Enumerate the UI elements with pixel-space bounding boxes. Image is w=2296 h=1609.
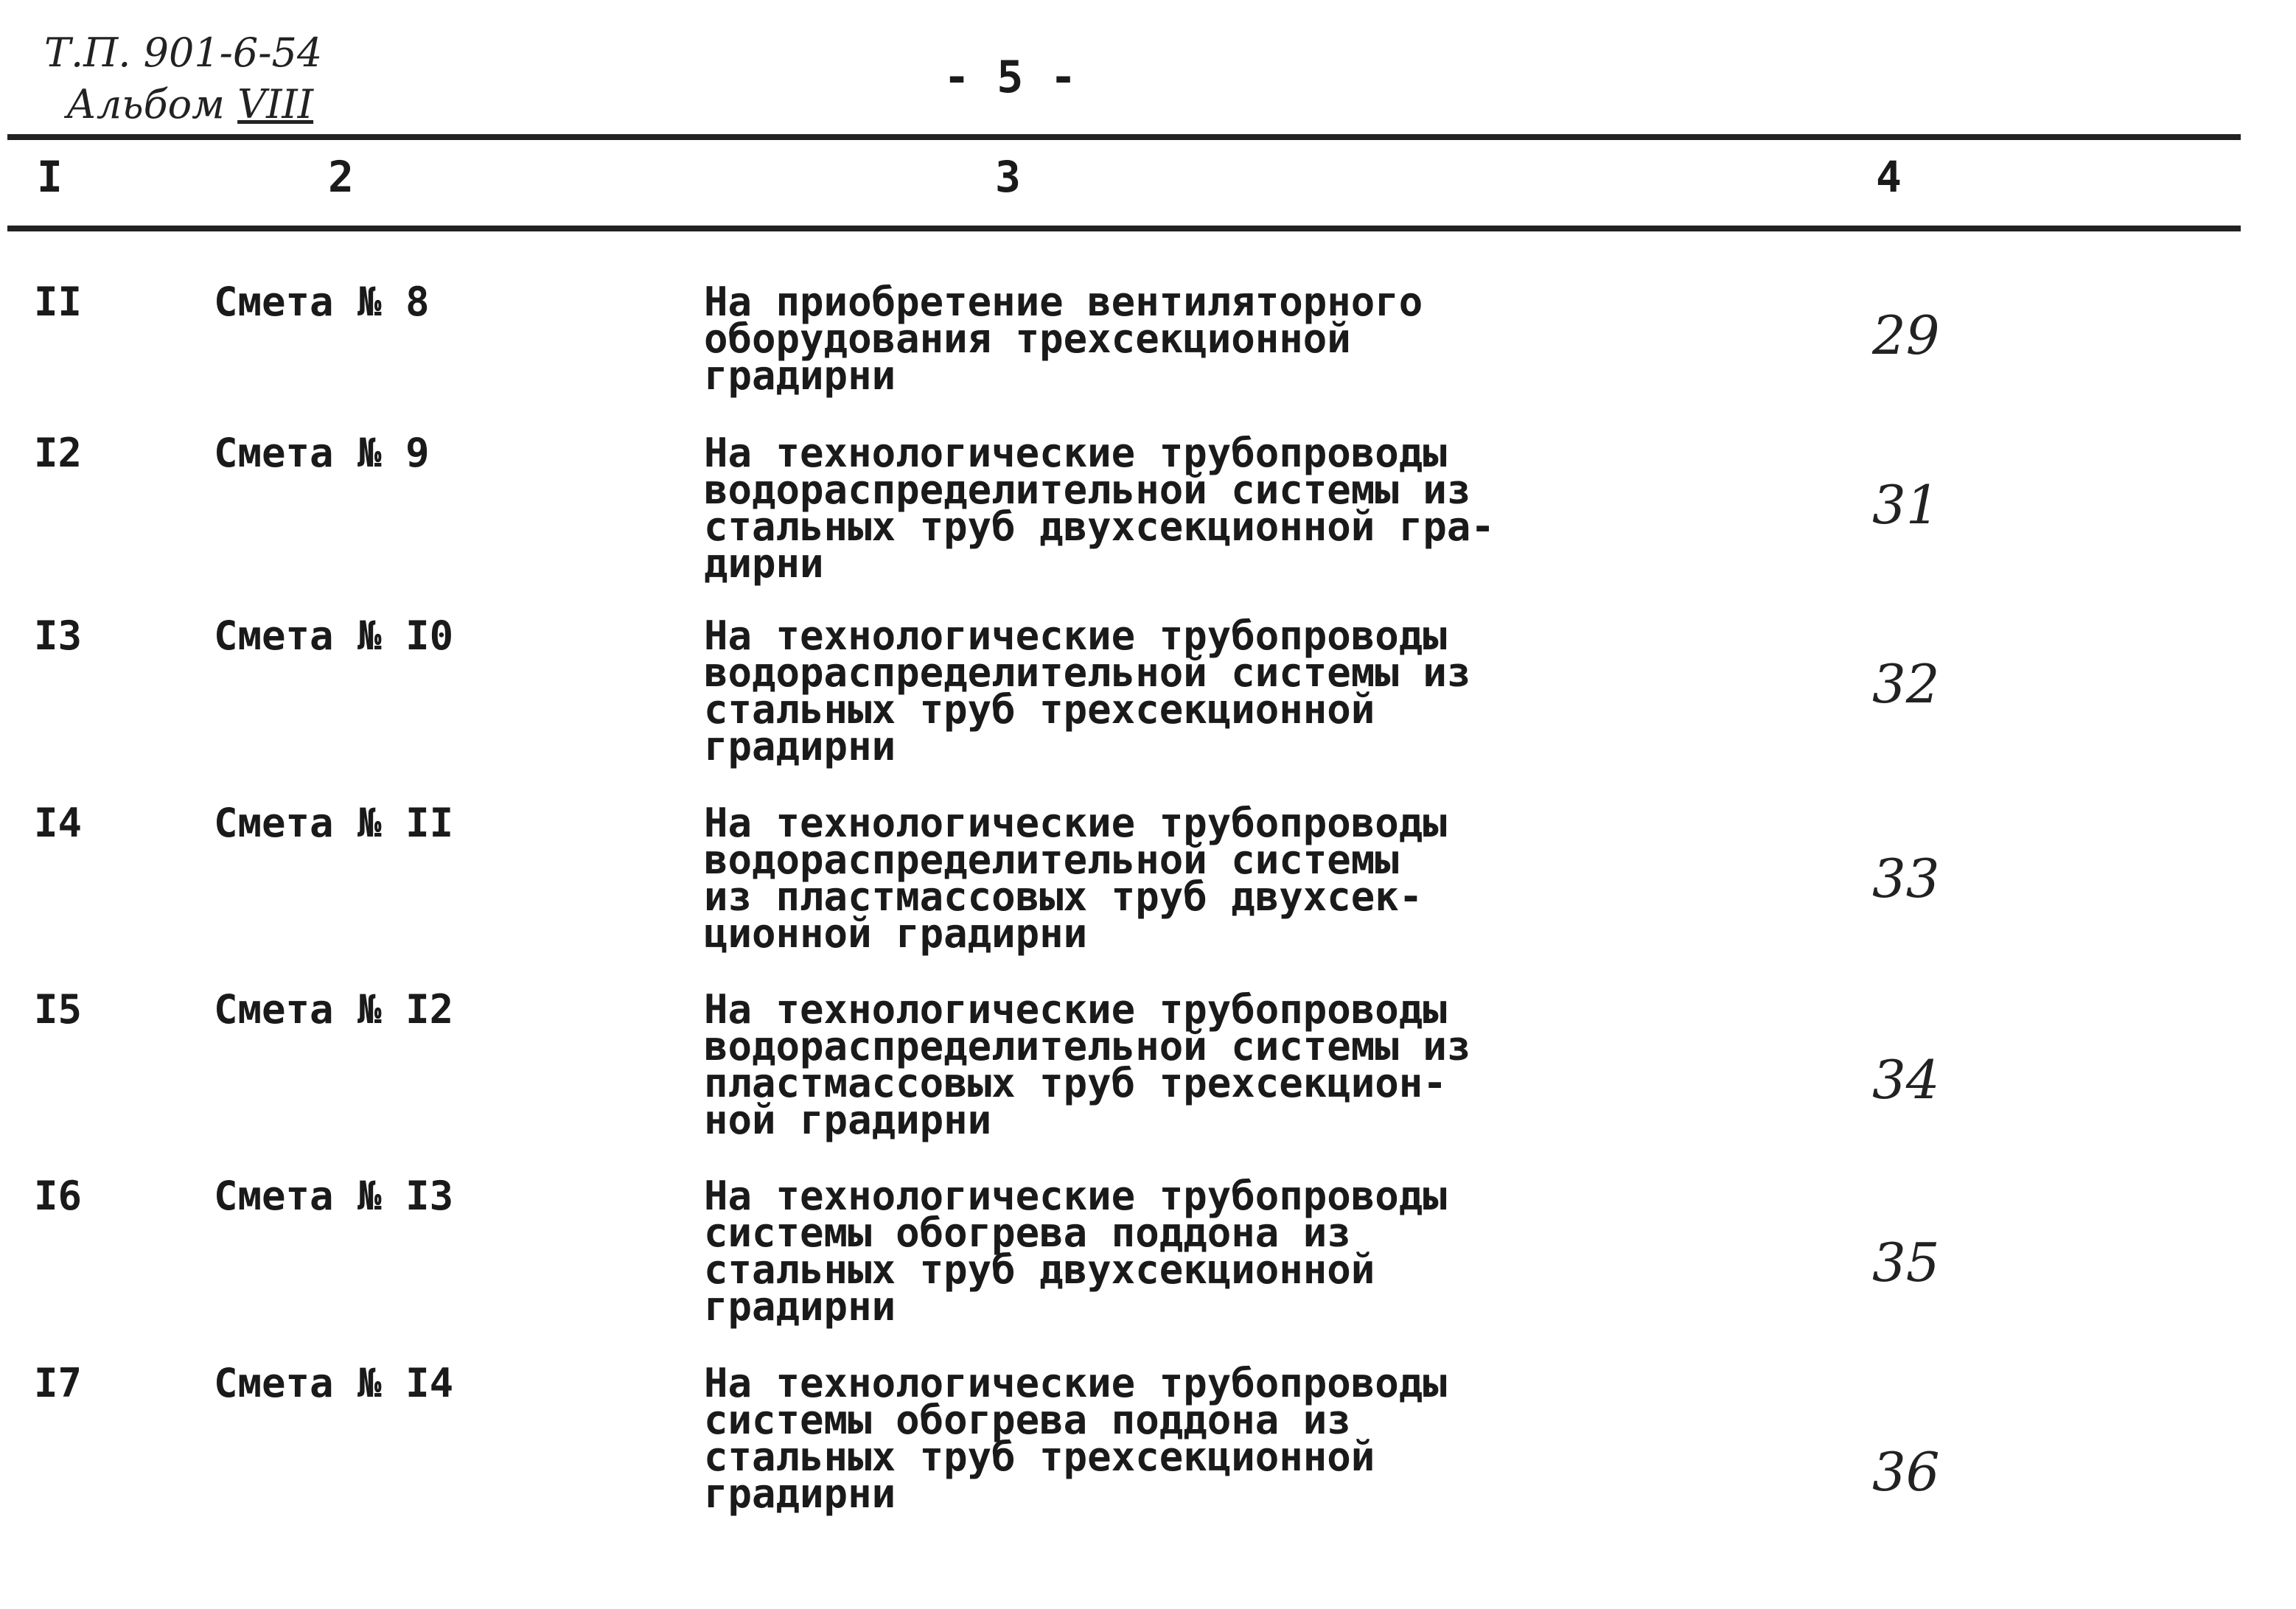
estimate-ref: Смета № I3 xyxy=(214,1173,454,1219)
estimate-ref: Смета № I4 xyxy=(214,1360,454,1406)
row-page: 34 xyxy=(1872,1049,1940,1111)
row-description: На технологические трубопроводы системы обогрева поддона из стальных труб двухсекционной градирни xyxy=(704,1173,1447,1330)
row-number: I2 xyxy=(34,430,83,476)
album-label-text: Альбом xyxy=(66,81,225,128)
column-header-2: 2 xyxy=(328,152,354,202)
estimate-ref: Смета № I0 xyxy=(214,612,454,659)
column-header-4: 4 xyxy=(1876,152,1902,202)
album-label xyxy=(66,81,313,128)
row-page: 36 xyxy=(1872,1441,1940,1503)
row-number: II xyxy=(34,279,83,325)
row-description: На технологические трубопроводы водораспределительной системы из стальных труб двухсекционной гра- дирни xyxy=(704,430,1495,587)
row-page: 32 xyxy=(1872,653,1940,715)
estimate-ref: Смета № I2 xyxy=(214,986,454,1033)
table-header-rule xyxy=(7,226,2241,231)
row-page: 29 xyxy=(1872,304,1940,366)
column-header-1: I xyxy=(37,152,63,202)
row-description: На технологические трубопроводы системы обогрева поддона из стальных труб трехсекционной градирни xyxy=(704,1360,1447,1517)
column-header-3: 3 xyxy=(995,152,1021,202)
row-description: На технологические трубопроводы водораспределительной системы из стальных труб трехсекционной градирни xyxy=(704,612,1471,769)
table-top-rule xyxy=(7,134,2241,140)
row-page: 31 xyxy=(1872,474,1940,536)
row-number: I4 xyxy=(34,800,83,846)
page-number: - 5 - xyxy=(943,52,1077,103)
row-page: 35 xyxy=(1872,1232,1940,1294)
row-page: 33 xyxy=(1872,848,1940,910)
row-description: На технологические трубопроводы водораспределительной системы из пластмассовых труб двухсек- ционной градирни xyxy=(704,800,1447,957)
estimate-ref: Смета № 8 xyxy=(214,279,430,325)
row-number: I5 xyxy=(34,986,83,1033)
album-volume: VIII xyxy=(237,81,314,128)
row-description: На приобретение вентиляторного оборудования трехсекционной градирни xyxy=(704,279,1423,399)
row-number: I6 xyxy=(34,1173,83,1219)
row-number: I3 xyxy=(34,612,83,659)
document-code: Т.П. 901-6-54 xyxy=(44,29,323,76)
row-description: На технологические трубопроводы водораспределительной системы из пластмассовых труб трехсекцион- ной градирни xyxy=(704,986,1471,1143)
estimate-ref: Смета № II xyxy=(214,800,454,846)
estimate-ref: Смета № 9 xyxy=(214,430,430,476)
row-number: I7 xyxy=(34,1360,83,1406)
